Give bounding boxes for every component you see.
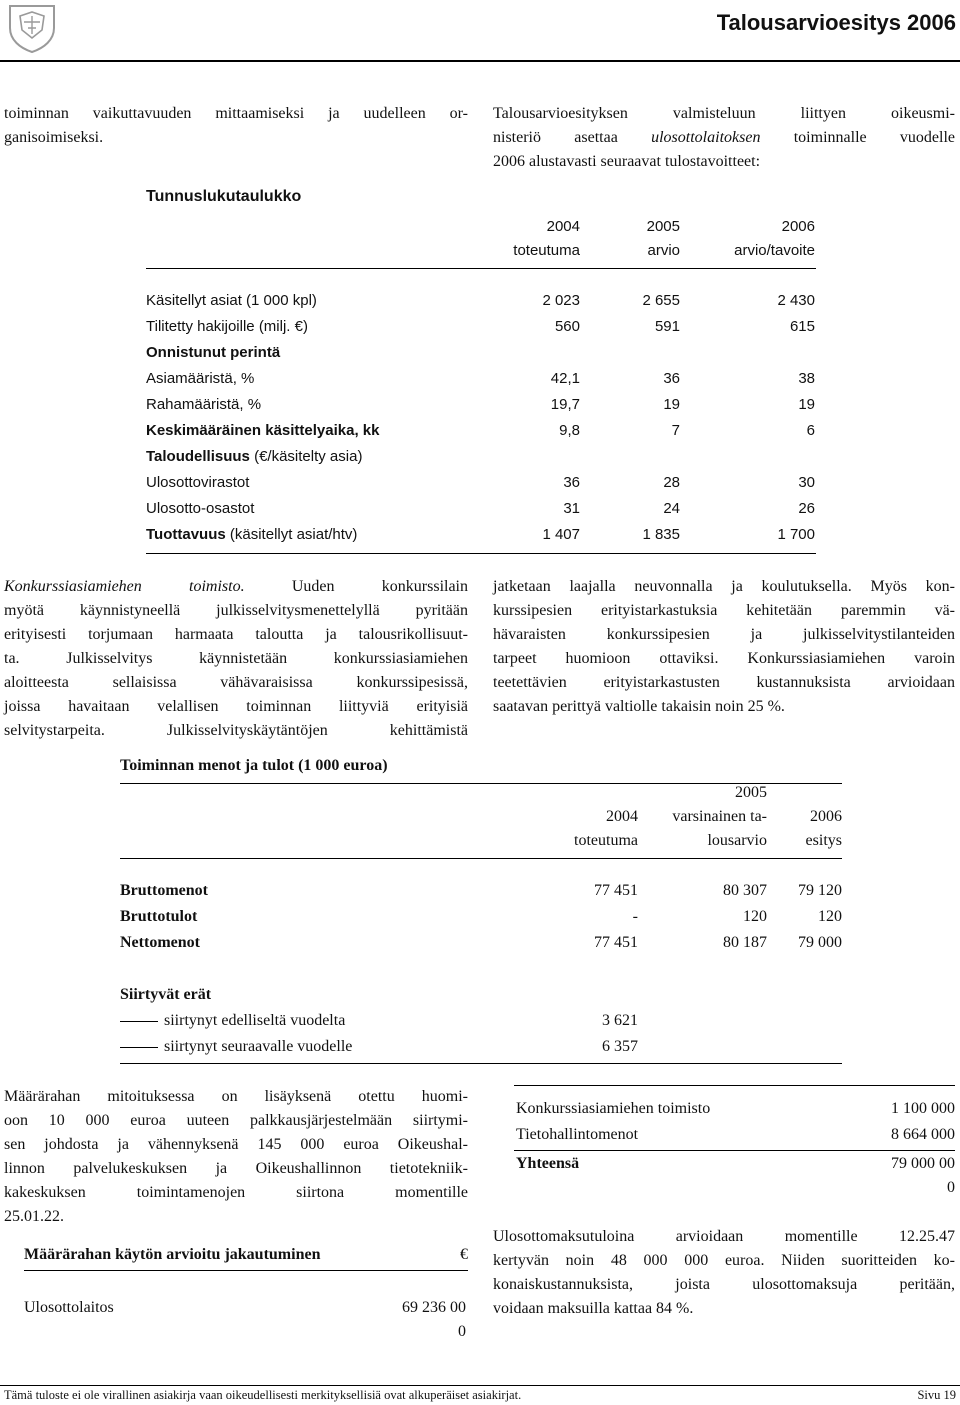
kpi-row-label: Ulosotto-osastot: [146, 500, 255, 517]
middle-right-line: kurssipesien erityistarkastuksia kehitetään paremmin vä-: [493, 602, 955, 619]
kpi-cell-2005: 19: [663, 396, 680, 413]
kpi-row-label-bold: Taloudellisuus: [146, 448, 250, 465]
kpi-cell-2005: 28: [663, 474, 680, 491]
kpi-header-2005: [580, 215, 680, 263]
right-row-label: Tietohallintomenot: [516, 1126, 639, 1143]
kpi-row-label: Asiamääristä, %: [146, 370, 255, 387]
header-rule: [0, 60, 960, 62]
alloc-header: [24, 1244, 468, 1266]
ops-header-2004-l1: [538, 781, 638, 805]
kpi-cell-2006: 38: [798, 370, 815, 387]
bottom-right-line: konaiskustannuksista, joista ulosottomaksuja peritään,: [493, 1276, 955, 1293]
middle-left-line-1: [4, 575, 468, 599]
ops-cell-2005: 80 307: [723, 882, 767, 899]
alloc-row-label: Ulosottolaitos: [24, 1299, 114, 1316]
ops-transfer-previous: [120, 1010, 640, 1032]
kpi-cell-2005: 1 835: [642, 526, 680, 543]
ops-header-2005-l3: lousarvio: [707, 832, 767, 849]
kpi-row-label: Keskimääräinen käsittelyaika, kk: [146, 422, 380, 439]
ops-transfer-label: [120, 1036, 352, 1058]
top-right-line-2b: toiminnalle vuodelle: [760, 129, 955, 146]
kpi-header-2005-year: 2005: [646, 218, 680, 235]
top-left-line-2: ganisoimiseksi.: [4, 129, 104, 146]
right-table-top-rule: [514, 1085, 955, 1086]
ops-header-2006: [767, 781, 842, 853]
coat-of-arms-logo: [4, 2, 60, 54]
middle-left-line: joissa havaitaan velallisen toiminnan liittyviä erityisiä: [4, 698, 468, 715]
top-left-text: [4, 102, 468, 150]
kpi-cell-2006: 2 430: [777, 292, 815, 309]
kpi-row-tilitetty: [146, 316, 816, 338]
alloc-row-value-l2: 0: [458, 1323, 466, 1340]
right-total-label: Yhteensä: [516, 1155, 580, 1172]
ops-header-2005-year: 2005: [735, 784, 767, 801]
middle-right-line: jatketaan laajalla neuvonnalla ja koulutuksella. Myös kon-: [493, 578, 955, 595]
ops-transfer-label-text: siirtynyt edelliseltä vuodelta: [164, 1012, 346, 1029]
ops-header-2004-year: 2004: [606, 808, 638, 825]
right-row-label: Konkurssiasiamiehen toimisto: [516, 1100, 711, 1117]
top-right-line-1: Talousarvioesityksen valmisteluun liittyen oikeusmi-: [493, 105, 955, 122]
bottom-right-text: [493, 1225, 955, 1297]
bottom-left-line: oon 10 000 euroa uuteen palkkausjärjestelmään siirtymi-: [4, 1112, 468, 1129]
right-row-konkurssi: [516, 1098, 955, 1120]
ops-row-bruttotulot: [120, 906, 842, 928]
kpi-row-onnistunut: [146, 342, 816, 364]
kpi-row-label-rest: (€/käsitelty asia): [249, 448, 363, 465]
kpi-cell-2006: 615: [789, 318, 815, 335]
kpi-header-2006-year: 2006: [781, 218, 815, 235]
kpi-row-label: [146, 446, 362, 468]
ops-transfer-next: [120, 1036, 640, 1058]
middle-left-line: myötä käynnistyneellä julkisselvitysmenettelyllä pyritään: [4, 602, 468, 619]
top-right-line-2: [493, 126, 955, 150]
bottom-left-text: [4, 1085, 468, 1205]
kpi-cell-2006: 1 700: [777, 526, 815, 543]
bottom-right-line: Ulosottomaksutuloina arvioidaan momentille 12.25.47: [493, 1228, 955, 1245]
kpi-cell-2004: 31: [563, 500, 580, 517]
kpi-header-2004-label: toteutuma: [513, 242, 580, 259]
ulosottolaitoksen-italic: ulosottolaitoksen: [651, 129, 761, 146]
alloc-title: Määrärahan käytön arvioitu jakautuminen: [24, 1246, 321, 1263]
kpi-cell-2005: 7: [671, 422, 680, 439]
kpi-cell-2004: 36: [563, 474, 580, 491]
ops-header-2006-year: 2006: [810, 808, 842, 825]
kpi-row-label: Tilitetty hakijoille (milj. €): [146, 318, 308, 335]
kpi-header-2004: [480, 215, 580, 263]
kpi-header-2005-label: arvio: [647, 242, 680, 259]
kpi-cell-2004: 42,1: [550, 370, 580, 387]
ops-cell-2004: 77 451: [594, 934, 638, 951]
middle-right-line: tarpeet huomioon ottaviksi. Konkurssiasiamiehen varoin: [493, 650, 955, 667]
ops-header-2006-label: esitys: [805, 832, 842, 849]
right-row-tietohallinto: [516, 1124, 955, 1146]
kpi-cell-2006: 19: [798, 396, 815, 413]
kpi-row-ulosottovirastot: [146, 472, 816, 494]
middle-left-line: ta. Julkisselvitys käynnistetään konkurssiasiamiehen: [4, 650, 468, 667]
kpi-bottom-rule: [146, 553, 816, 554]
kpi-row-label-rest: (käsitellyt asiat/htv): [225, 526, 358, 543]
kpi-cell-2005: 36: [663, 370, 680, 387]
ops-transfer-label-text: siirtynyt seuraavalle vuodelle: [164, 1038, 353, 1055]
ops-cell-2006: 79 120: [798, 882, 842, 899]
kpi-row-label-bold: Tuottavuus: [146, 526, 226, 543]
kpi-cell-2005: 2 655: [642, 292, 680, 309]
ops-row-nettomenot: [120, 932, 842, 954]
alloc-row-value-l1: 69 236 00: [402, 1299, 466, 1316]
kpi-table-title: Tunnuslukutaulukko: [146, 188, 302, 205]
kpi-cell-2006: 30: [798, 474, 815, 491]
ops-cell-2004: -: [632, 908, 638, 925]
ops-header-2004-label: toteutuma: [574, 832, 638, 849]
kpi-header-rule: [146, 268, 816, 269]
ops-header-2006-l1: [767, 781, 842, 805]
bottom-left-line: linnon palvelukeskuksen ja Oikeushallinnon tietotekniik-: [4, 1160, 468, 1177]
right-row-value: 8 664 000: [891, 1126, 955, 1143]
ops-cell-2005: 120: [743, 908, 767, 925]
kpi-cell-2005: 591: [654, 318, 680, 335]
konkurssiasiamiehen-italic: Konkurssiasiamiehen toimisto.: [4, 578, 245, 595]
kpi-row-label: Käsitellyt asiat (1 000 kpl): [146, 292, 317, 309]
kpi-row-kasitellyt: [146, 290, 816, 312]
ops-row-label: Nettomenot: [120, 934, 200, 951]
kpi-row-taloudellisuus: [146, 446, 816, 468]
bottom-left-line: Määrärahan mitoituksessa on lisäyksenä otettu huomi-: [4, 1088, 468, 1105]
kpi-row-label: [146, 524, 357, 546]
kpi-cell-2004: 1 407: [542, 526, 580, 543]
kpi-cell-2004: 2 023: [542, 292, 580, 309]
middle-left-text: [4, 575, 468, 743]
right-row-value: 1 100 000: [891, 1100, 955, 1117]
ops-cell-2006: 79 000: [798, 934, 842, 951]
kpi-row-rahamaarista: [146, 394, 816, 416]
kpi-cell-2004: 560: [554, 318, 580, 335]
kpi-header-2006: [680, 215, 815, 263]
ops-cell-2006: 120: [818, 908, 842, 925]
footer-page-number: Sivu 19: [917, 1388, 956, 1402]
top-right-line-3: 2006 alustavasti seuraavat tulostavoitteet:: [493, 153, 761, 170]
kpi-header-2006-label: arvio/tavoite: [734, 242, 815, 259]
header-title: Talousarvioesitys 2006: [716, 10, 956, 35]
kpi-cell-2004: 19,7: [550, 396, 580, 413]
ops-transfer-label: [120, 1010, 345, 1032]
ops-bottom-rule: [120, 1063, 842, 1064]
top-left-line-1: toiminnan vaikuttavuuden mittaamiseksi ja uudelleen or-: [4, 105, 468, 122]
right-total-value: [835, 1152, 955, 1200]
dash-marker: [120, 1047, 158, 1048]
bottom-right-last: voidaan maksuilla kattaa 84 %.: [493, 1300, 694, 1317]
ops-transfer-title: Siirtyvät erät: [120, 986, 212, 1003]
kpi-header-2004-year: 2004: [546, 218, 580, 235]
alloc-header-rule: [24, 1270, 468, 1271]
ops-transfer-value: 6 357: [602, 1038, 638, 1055]
dash-marker: [120, 1021, 158, 1022]
middle-right-line: teetettävien erityistarkastusten kustannuksista arvioidaan: [493, 674, 955, 691]
ops-row-label: Bruttotulot: [120, 908, 198, 925]
kpi-cell-2005: 24: [663, 500, 680, 517]
kpi-row-label: Rahamääristä, %: [146, 396, 262, 413]
kpi-cell-2004: 9,8: [559, 422, 580, 439]
ops-transfer-value: 3 621: [602, 1012, 638, 1029]
kpi-row-label: Ulosottovirastot: [146, 474, 250, 491]
kpi-row-ulosotto-osastot: [146, 498, 816, 520]
middle-right-text: [493, 575, 955, 719]
right-total-value-l2: 0: [947, 1179, 955, 1196]
middle-left-line: erityisesti torjumaan harmaata taloutta ja talousrikollisuut-: [4, 626, 468, 643]
kpi-row-kasittelyaika: [146, 420, 816, 442]
ops-row-label: Bruttomenot: [120, 882, 208, 899]
ops-header-2005-l2: varsinainen ta-: [672, 808, 767, 825]
bottom-left-line: sen johdosta ja vähennyksenä 145 000 euroa Oikeushal-: [4, 1136, 468, 1153]
right-total-value-l1: 79 000 00: [891, 1155, 955, 1172]
middle-right-line: hävaraisten konkurssipesien ja julkisselvitystilanteiden: [493, 626, 955, 643]
ops-cell-2004: 77 451: [594, 882, 638, 899]
middle-left-line: selvitystarpeita. Julkisselvityskäytäntöjen kehittämistä: [4, 722, 468, 739]
ops-row-bruttomenot: [120, 880, 842, 902]
ops-cell-2005: 80 187: [723, 934, 767, 951]
kpi-cell-2006: 6: [806, 422, 815, 439]
middle-left-line-1-rest: Uuden konkurssilain: [244, 578, 469, 595]
bottom-right-line: kertyvän noin 48 000 000 euroa. Niiden suoritteiden ko-: [493, 1252, 955, 1269]
alloc-row-value: [346, 1296, 466, 1344]
middle-left-line: aloitteesta sellaisissa vähävaraisissa konkurssipesissä,: [4, 674, 468, 691]
kpi-cell-2006: 26: [798, 500, 815, 517]
top-right-line-2a: nisteriö asettaa: [493, 129, 652, 146]
right-table-total-rule: [514, 1150, 955, 1151]
middle-right-line: saatavan perittyä valtiolle takaisin noin 25 %.: [493, 698, 785, 715]
bottom-left-last: 25.01.22.: [4, 1208, 64, 1225]
ops-header-rule: [120, 858, 842, 859]
kpi-row-asiamaarista: [146, 368, 816, 390]
kpi-row-label: Onnistunut perintä: [146, 344, 281, 361]
ops-table-title: Toiminnan menot ja tulot (1 000 euroa): [120, 757, 388, 774]
kpi-row-tuottavuus: [146, 524, 816, 546]
alloc-unit: €: [460, 1246, 468, 1263]
ops-header-2004: [538, 781, 638, 853]
top-right-text: [493, 102, 955, 174]
ops-header-2005: [640, 781, 767, 853]
footer-disclaimer: Tämä tuloste ei ole virallinen asiakirja vaan oikeudellisesti merkityksellisiä ovat alkuperäiset asiakirjat.: [4, 1388, 522, 1402]
bottom-left-line: kakeskuksen toimintamenojen siirtona momentille: [4, 1184, 468, 1201]
